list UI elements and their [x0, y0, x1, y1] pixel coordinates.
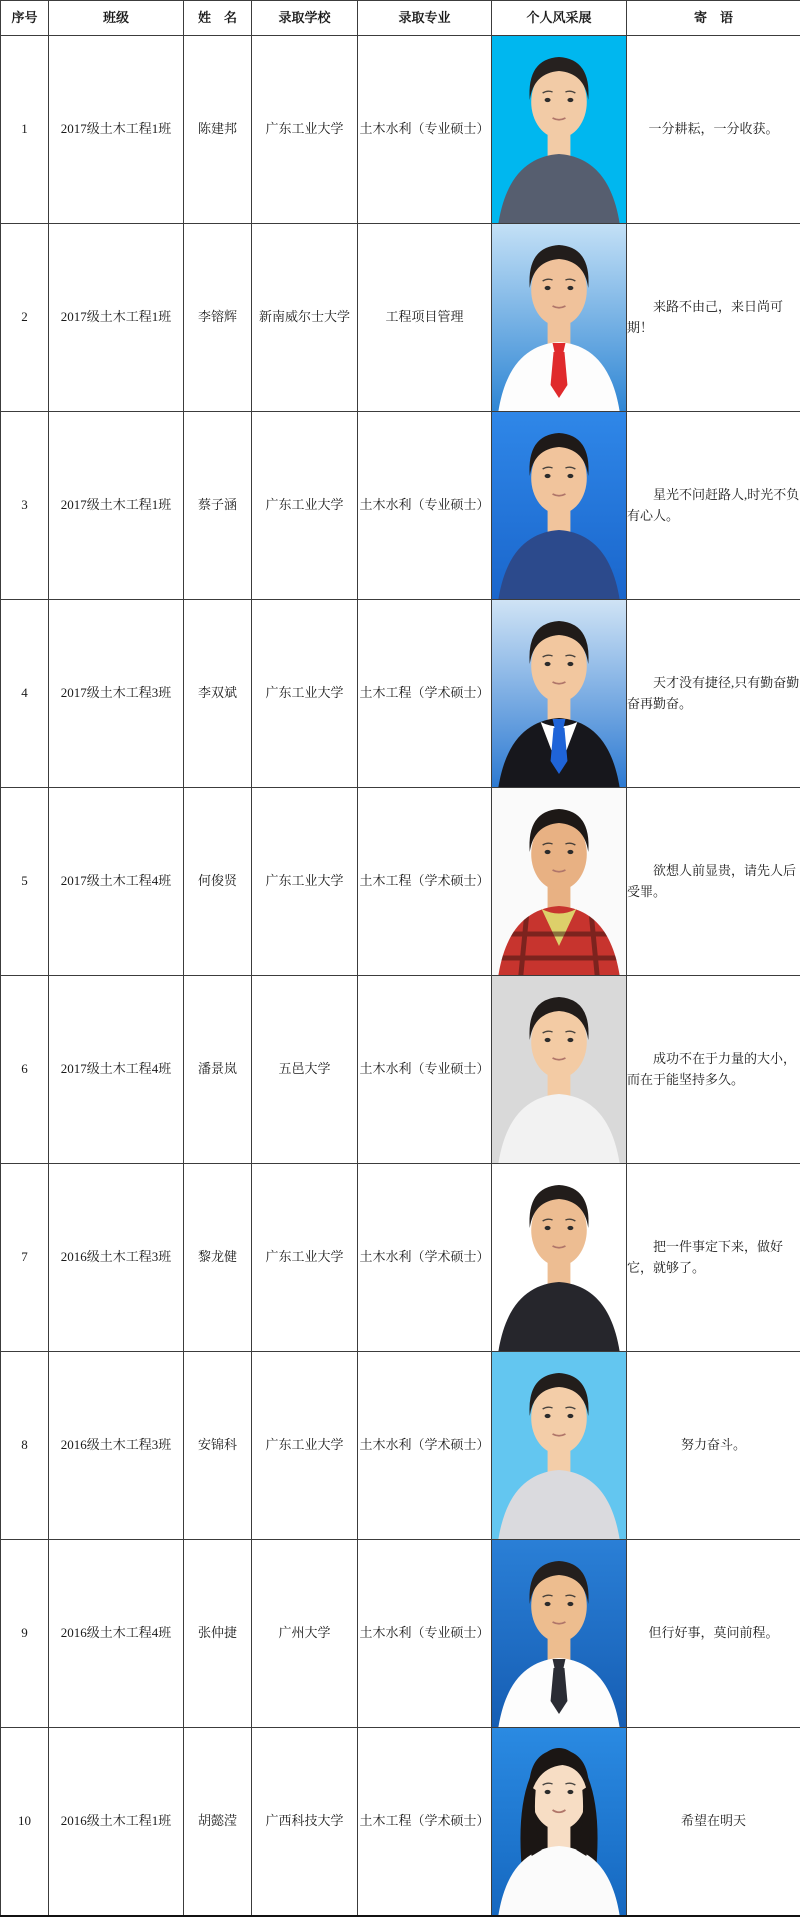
student-photo[interactable]: [492, 1540, 626, 1727]
cell-school: 新南威尔士大学: [252, 224, 358, 412]
cell-major: 土木工程（学术硕士）: [358, 788, 492, 976]
cell-photo: [492, 788, 627, 976]
cell-class: 2016级土木工程3班: [49, 1352, 184, 1540]
cell-class: 2017级土木工程4班: [49, 976, 184, 1164]
table-row: [1, 976, 800, 1164]
cell-name: 陈建邦: [184, 36, 252, 224]
cell-school: 广西科技大学: [252, 1728, 358, 1917]
student-photo[interactable]: [492, 788, 626, 975]
cell-index: 7: [1, 1164, 49, 1352]
table-row: [1, 224, 800, 412]
header-cell-photo: 个人风采展: [492, 1, 627, 36]
cell-major: 土木水利（学术硕士）: [358, 1164, 492, 1352]
cell-school: 广东工业大学: [252, 1352, 358, 1540]
student-photo[interactable]: [492, 1728, 626, 1915]
cell-school: 广东工业大学: [252, 412, 358, 600]
cell-name: 胡懿滢: [184, 1728, 252, 1917]
cell-class: 2017级土木工程4班: [49, 788, 184, 976]
cell-class: 2017级土木工程1班: [49, 36, 184, 224]
cell-index: 8: [1, 1352, 49, 1540]
header-cell-index: 序号: [1, 1, 49, 36]
cell-message: 但行好事，莫问前程。: [627, 1540, 800, 1728]
cell-photo: [492, 224, 627, 412]
cell-class: 2017级土木工程3班: [49, 600, 184, 788]
cell-message: 努力奋斗。: [627, 1352, 800, 1540]
cell-name: 张仲捷: [184, 1540, 252, 1728]
cell-index: 4: [1, 600, 49, 788]
cell-major: 土木水利（专业硕士）: [358, 976, 492, 1164]
cell-index: 5: [1, 788, 49, 976]
table-header: [1, 1, 800, 36]
cell-index: 2: [1, 224, 49, 412]
cell-class: 2017级土木工程1班: [49, 224, 184, 412]
cell-photo: [492, 1728, 627, 1917]
cell-photo: [492, 600, 627, 788]
table-row: [1, 1352, 800, 1540]
header-row: [1, 1, 800, 36]
cell-message: 星光不问赶路人,时光不负有心人。: [627, 412, 800, 600]
cell-photo: [492, 1352, 627, 1540]
header-cell-name: 姓 名: [184, 1, 252, 36]
table-row: [1, 1540, 800, 1728]
cell-school: 五邑大学: [252, 976, 358, 1164]
cell-major: 土木水利（专业硕士）: [358, 36, 492, 224]
cell-message: 一分耕耘，一分收获。: [627, 36, 800, 224]
cell-photo: [492, 976, 627, 1164]
cell-major: 土木工程（学术硕士）: [358, 1728, 492, 1917]
cell-name: 安锦科: [184, 1352, 252, 1540]
table-body: [1, 36, 800, 1917]
cell-school: 广东工业大学: [252, 788, 358, 976]
header-cell-school: 录取学校: [252, 1, 358, 36]
cell-major: 土木工程（学术硕士）: [358, 600, 492, 788]
student-photo[interactable]: [492, 1352, 626, 1539]
cell-school: 广东工业大学: [252, 36, 358, 224]
student-photo[interactable]: [492, 224, 626, 411]
cell-message: 欲想人前显贵，请先人后受罪。: [627, 788, 800, 976]
cell-index: 3: [1, 412, 49, 600]
cell-class: 2016级土木工程4班: [49, 1540, 184, 1728]
cell-class: 2016级土木工程1班: [49, 1728, 184, 1917]
cell-major: 土木水利（专业硕士）: [358, 1540, 492, 1728]
cell-school: 广东工业大学: [252, 600, 358, 788]
cell-class: 2016级土木工程3班: [49, 1164, 184, 1352]
cell-photo: [492, 1540, 627, 1728]
table-row: [1, 788, 800, 976]
table-row: [1, 36, 800, 224]
cell-message: 来路不由己，来日尚可期！: [627, 224, 800, 412]
cell-message: 把一件事定下来，做好它，就够了。: [627, 1164, 800, 1352]
header-cell-class: 班级: [49, 1, 184, 36]
cell-major: 工程项目管理: [358, 224, 492, 412]
cell-index: 1: [1, 36, 49, 224]
cell-photo: [492, 1164, 627, 1352]
cell-major: 土木水利（学术硕士）: [358, 1352, 492, 1540]
table-row: [1, 412, 800, 600]
cell-name: 潘景岚: [184, 976, 252, 1164]
table-row: [1, 1728, 800, 1917]
cell-index: 10: [1, 1728, 49, 1917]
cell-message: 希望在明天: [627, 1728, 800, 1917]
cell-school: 广东工业大学: [252, 1164, 358, 1352]
cell-index: 6: [1, 976, 49, 1164]
table-row: [1, 600, 800, 788]
student-photo[interactable]: [492, 36, 626, 223]
cell-school: 广州大学: [252, 1540, 358, 1728]
cell-message: 天才没有捷径,只有勤奋勤奋再勤奋。: [627, 600, 800, 788]
cell-photo: [492, 412, 627, 600]
student-photo[interactable]: [492, 976, 626, 1163]
cell-message: 成功不在于力量的大小，而在于能坚持多久。: [627, 976, 800, 1164]
cell-name: 李双斌: [184, 600, 252, 788]
header-cell-major: 录取专业: [358, 1, 492, 36]
table-row: [1, 1164, 800, 1352]
cell-name: 何俊贤: [184, 788, 252, 976]
student-photo[interactable]: [492, 600, 626, 787]
header-cell-message: 寄 语: [627, 1, 800, 36]
student-photo[interactable]: [492, 1164, 626, 1351]
cell-name: 蔡子涵: [184, 412, 252, 600]
cell-name: 黎龙健: [184, 1164, 252, 1352]
cell-major: 土木水利（专业硕士）: [358, 412, 492, 600]
cell-class: 2017级土木工程1班: [49, 412, 184, 600]
cell-name: 李镕辉: [184, 224, 252, 412]
cell-photo: [492, 36, 627, 224]
student-photo[interactable]: [492, 412, 626, 599]
cell-index: 9: [1, 1540, 49, 1728]
